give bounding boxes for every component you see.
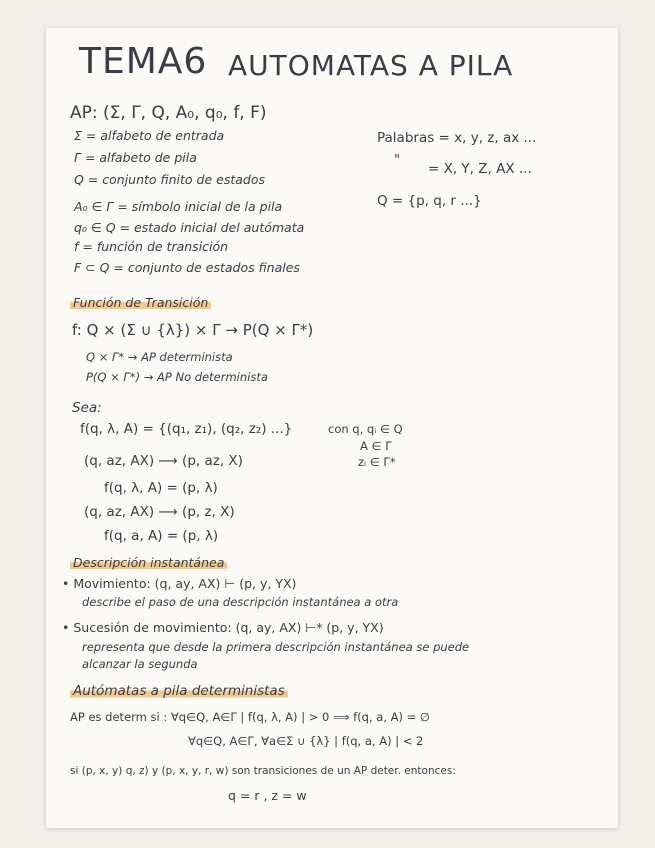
det-condition-4: q = r , z = w xyxy=(228,788,307,803)
det-condition-2: ∀q∈Q, A∈Γ, ∀a∈Σ ∪ {λ} | f(q, a, A) | < 2 xyxy=(188,734,424,748)
det-condition-1: AP es determ si : ∀q∈Q, A∈Γ | f(q, λ, A) | > 0 ⟹ f(q, a, A) = ∅ xyxy=(70,710,430,724)
ap-nodet: P(Q × Γ*) → AP No determinista xyxy=(86,370,268,384)
ap-det: Q × Γ* → AP determinista xyxy=(86,350,233,364)
def-q0: q₀ ∈ Q = estado inicial del autómata xyxy=(74,220,305,235)
title-main: AUTOMATAS A PILA xyxy=(228,49,514,82)
example2: (q, az, AX) ⟶ (p, z, X) xyxy=(84,504,235,520)
q-set: Q = {p, q, r ...} xyxy=(377,193,482,209)
descripcion-heading xyxy=(70,557,227,570)
def-f: f = función de transición xyxy=(74,239,229,254)
def-a0: A₀ ∈ Γ = símbolo inicial de la pila xyxy=(74,199,283,214)
palabras: Palabras = x, y, z, ax ... xyxy=(377,130,537,146)
example1: (q, az, AX) ⟶ (p, az, X) xyxy=(84,453,243,469)
f-definition: f(q, λ, A) = {(q₁, z₁), (q₂, z₂) ...} xyxy=(80,421,293,437)
palabras-caps: = X, Y, Z, AX ... xyxy=(428,161,532,177)
def-gamma: Γ = alfabeto de pila xyxy=(74,150,197,165)
transicion-formula: f: Q × (Σ ∪ {λ}) × Γ → P(Q × Γ*) xyxy=(72,321,314,339)
deterministas-heading-text: Autómatas a pila deterministas xyxy=(70,683,288,699)
title-tema: TEMA6 xyxy=(79,41,208,82)
a-in-gamma: A ∈ Γ xyxy=(360,439,392,453)
descripcion-heading-text: Descripción instantánea xyxy=(70,555,227,570)
transicion-heading xyxy=(70,297,211,310)
ap-tuple: AP: (Σ, Γ, Q, A₀, q₀, f, F) xyxy=(70,103,267,123)
ditto-mark: " xyxy=(394,152,401,168)
det-condition-3: si (p, x, y) q, z) y (p, x, y, r, w) son transiciones de un AP deter. entonces: xyxy=(70,765,456,777)
sucesion-desc-2: alcanzar la segunda xyxy=(82,657,198,671)
example2-f: f(q, a, A) = (p, λ) xyxy=(104,528,219,544)
deterministas-heading xyxy=(70,685,288,699)
con-q: con q, qᵢ ∈ Q xyxy=(328,422,403,436)
transicion-heading-text: Función de Transición xyxy=(70,295,211,310)
def-finals: F ⊂ Q = conjunto de estados finales xyxy=(74,260,300,275)
sea-label: Sea: xyxy=(72,400,102,416)
def-sigma: Σ = alfabeto de entrada xyxy=(74,128,225,143)
movimiento-desc: describe el paso de una descripción instantánea a otra xyxy=(82,595,399,609)
sucesion: • Sucesión de movimiento: (q, ay, AX) ⊢* (p, y, YX) xyxy=(62,620,384,635)
movimiento: • Movimiento: (q, ay, AX) ⊢ (p, y, YX) xyxy=(62,576,297,591)
z-in-gamma: zᵢ ∈ Γ* xyxy=(358,455,396,469)
example1-f: f(q, λ, A) = (p, λ) xyxy=(104,480,218,496)
def-q: Q = conjunto finito de estados xyxy=(74,172,265,187)
sucesion-desc-1: representa que desde la primera descripción instantánea se puede xyxy=(82,640,470,654)
